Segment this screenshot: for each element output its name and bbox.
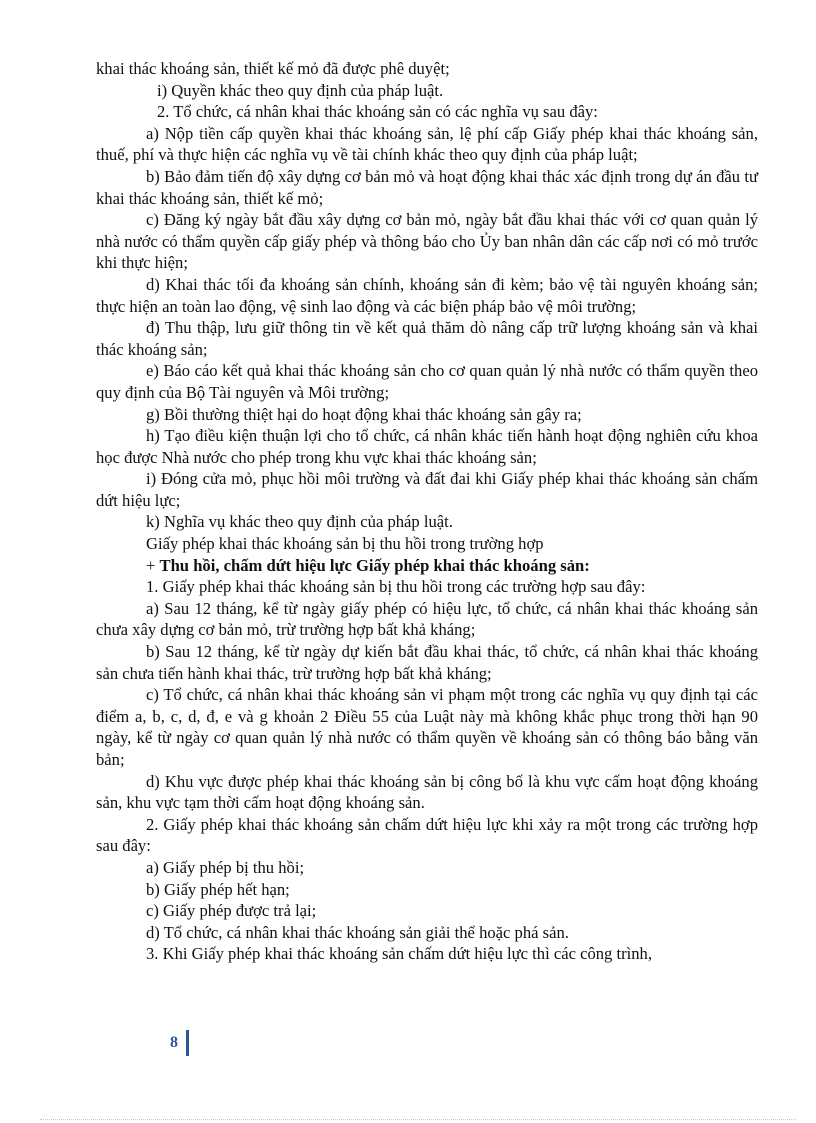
paragraph: 2. Tổ chức, cá nhân khai thác khoáng sản có các nghĩa vụ sau đây: [157, 102, 598, 122]
paragraph: c) Tổ chức, cá nhân khai thác khoáng sản vi phạm một trong các nghĩa vụ quy định tại các điểm a, b, c, d, đ, e và g khoản 2 Điều 55 của Luật này mà không khắc phục trong thời hạn 90 ngày, kể từ ngày cơ quan quản lý nhà nước có thẩm quyền về khoáng sản có thông báo bằng văn bản; [96, 685, 758, 769]
page-number: 8 [170, 1034, 178, 1051]
paragraph: c) Giấy phép được trả lại; [146, 901, 317, 921]
paragraph: d) Khu vực được phép khai thác khoáng sản bị công bố là khu vực cấm hoạt động khoáng sản, khu vực tạm thời cấm hoạt động khoáng sản. [96, 771, 758, 813]
paragraph: i) Đóng cửa mỏ, phục hồi môi trường và đất đai khi Giấy phép khai thác khoáng sản chấm dứt hiệu lực; [96, 469, 758, 510]
page-footer [170, 1030, 189, 1056]
paragraph: khai thác khoáng sản, thiết kế mỏ đã được phê duyệt; [96, 59, 450, 78]
paragraph: 2. Giấy phép khai thác khoáng sản chấm dứt hiệu lực khi xảy ra một trong các trường hợp sau đây: [96, 814, 758, 856]
paragraph: k) Nghĩa vụ khác theo quy định của pháp luật. [146, 512, 453, 532]
page-number-bar [186, 1030, 189, 1056]
section-heading-text: Thu hồi, chấm dứt hiệu lực Giấy phép khai thác khoáng sản: [159, 555, 590, 575]
paragraph: d) Khai thác tối đa khoáng sản chính, khoáng sản đi kèm; bảo vệ tài nguyên khoáng sản; thực hiện an toàn lao động, vệ sinh lao động và các biện pháp bảo vệ môi trường; [96, 274, 758, 316]
paragraph: a) Sau 12 tháng, kể từ ngày giấy phép có hiệu lực, tổ chức, cá nhân khai thác khoáng sản chưa xây dựng cơ bản mỏ, trừ trường hợp bất khả kháng; [96, 598, 758, 640]
bottom-dotted-rule [40, 1119, 796, 1120]
paragraph: Giấy phép khai thác khoáng sản bị thu hồi trong trường hợp [146, 534, 544, 554]
paragraph: d) Tổ chức, cá nhân khai thác khoáng sản giải thể hoặc phá sản. [146, 922, 569, 942]
paragraph: a) Nộp tiền cấp quyền khai thác khoáng sản, lệ phí cấp Giấy phép khai thác khoáng sản, thuế, phí và thực hiện các nghĩa vụ về tài chính khác theo quy định của pháp luật; [96, 123, 758, 165]
paragraph: e) Báo cáo kết quả khai thác khoáng sản cho cơ quan quản lý nhà nước có thẩm quyền theo quy định của Bộ Tài nguyên và Môi trường; [96, 361, 758, 402]
paragraph: g) Bồi thường thiệt hại do hoạt động khai thác khoáng sản gây ra; [146, 404, 582, 424]
paragraph: đ) Thu thập, lưu giữ thông tin về kết quả thăm dò nâng cấp trữ lượng khoáng sản và khai thác khoáng sản; [96, 318, 758, 359]
paragraph: 3. Khi Giấy phép khai thác khoáng sản chấm dứt hiệu lực thì các công trình, [146, 944, 652, 964]
paragraph: 1. Giấy phép khai thác khoáng sản bị thu hồi trong các trường hợp sau đây: [146, 577, 646, 597]
paragraph: b) Giấy phép hết hạn; [146, 879, 290, 899]
paragraph: h) Tạo điều kiện thuận lợi cho tổ chức, cá nhân khác tiến hành hoạt động nghiên cứu khoa học được Nhà nước cho phép trong khu vực khai thác khoáng sản; [96, 426, 758, 467]
paragraph: a) Giấy phép bị thu hồi; [146, 857, 305, 877]
paragraph: b) Bảo đảm tiến độ xây dựng cơ bản mỏ và hoạt động khai thác xác định trong dự án đầu tư khai thác khoáng sản, thiết kế mỏ; [96, 166, 758, 208]
paragraph: c) Đăng ký ngày bắt đầu xây dựng cơ bản mỏ, ngày bắt đầu khai thác với cơ quan quản lý nhà nước có thẩm quyền cấp giấy phép và thông báo cho Ủy ban nhân dân các cấp nơi có mỏ trước khi thực hiện; [96, 210, 758, 273]
document-body [96, 58, 758, 965]
paragraph: i) Quyền khác theo quy định của pháp luật. [157, 80, 444, 100]
paragraph: b) Sau 12 tháng, kể từ ngày dự kiến bắt đầu khai thác, tổ chức, cá nhân khai thác khoáng sản chưa tiến hành khai thác, trừ trường hợp bất khả kháng; [96, 642, 758, 683]
section-heading: + Thu hồi, chấm dứt hiệu lực Giấy phép khai thác khoáng sản: [146, 555, 590, 575]
